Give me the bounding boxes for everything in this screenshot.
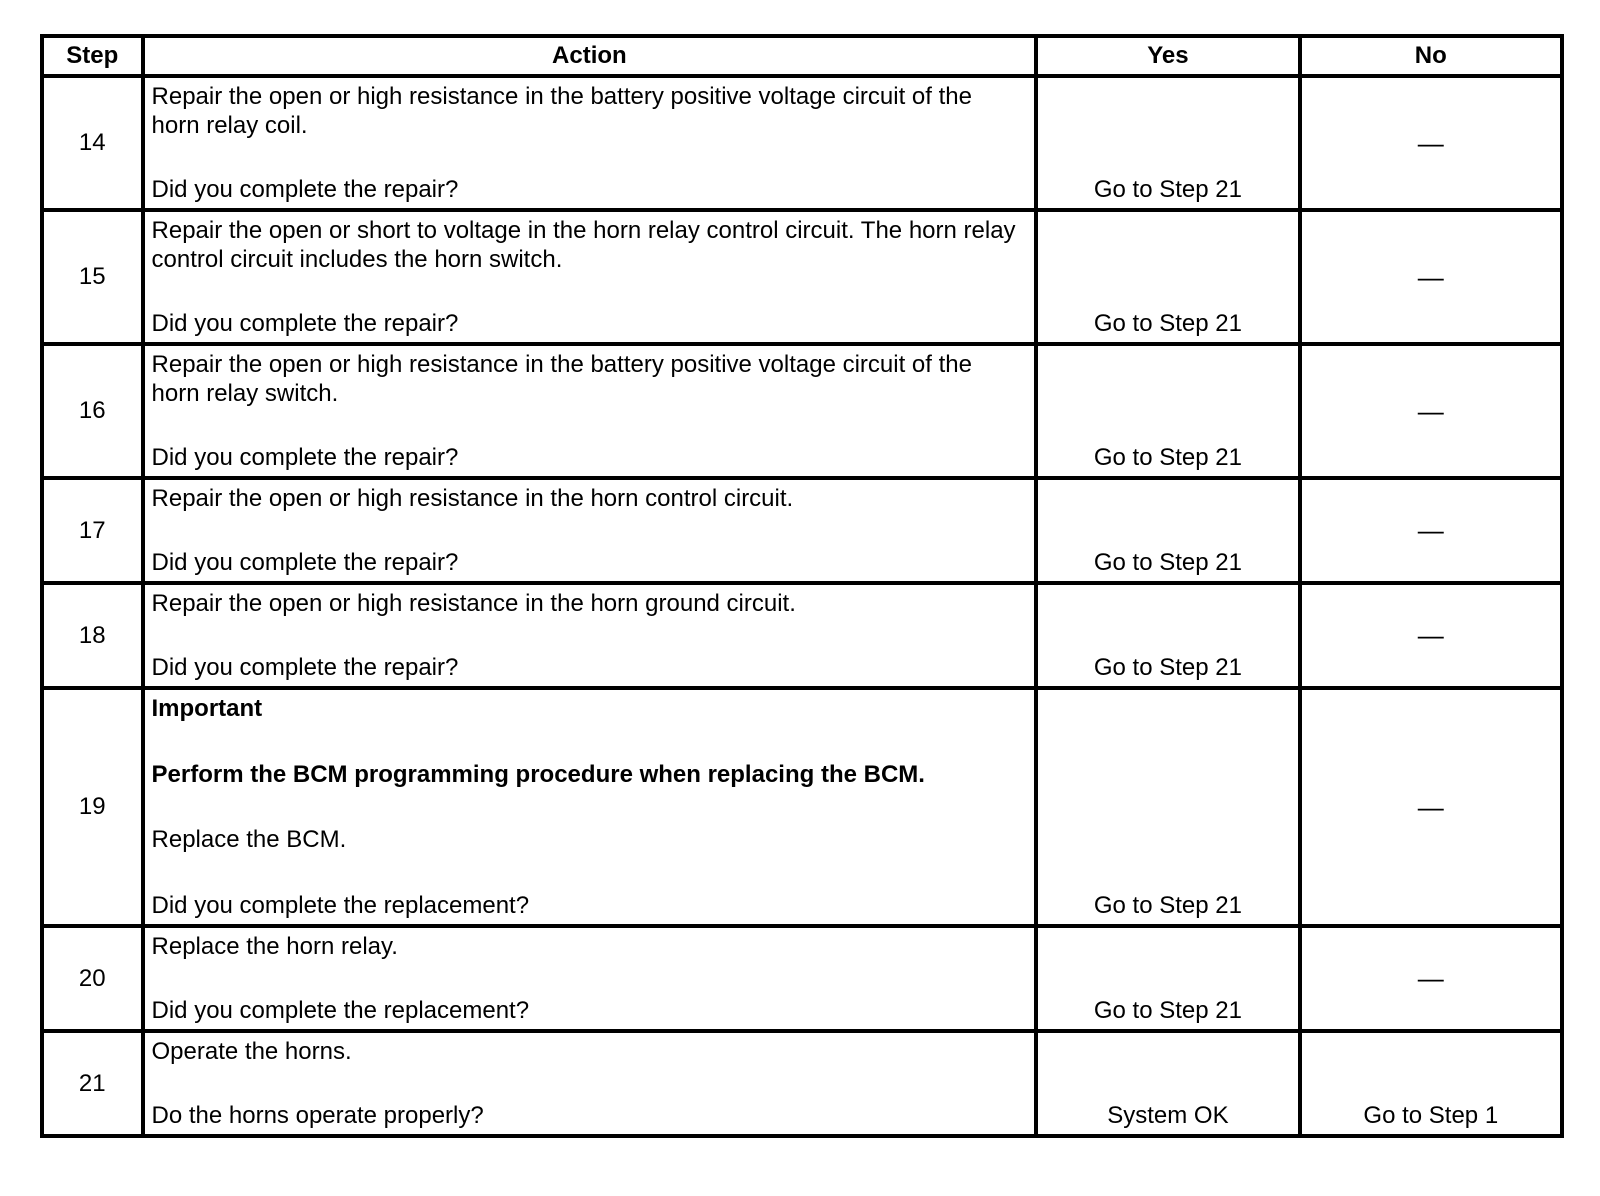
yes-cell <box>1036 76 1299 210</box>
table-row <box>42 926 1562 1031</box>
header-no: No <box>1300 36 1562 76</box>
table-row <box>42 583 1562 688</box>
action-cell <box>143 926 1037 1031</box>
yes-cell <box>1036 344 1299 478</box>
action-question: Did you complete the repair? <box>151 310 459 337</box>
action-cell <box>143 76 1037 210</box>
action-question: Did you complete the replacement? <box>151 891 530 919</box>
step-number: 19 <box>42 688 143 926</box>
important-text: Perform the BCM programming procedure when replacing the BCM. <box>151 760 925 788</box>
action-text: Operate the horns. <box>151 1038 352 1065</box>
table-row <box>42 478 1562 583</box>
no-result: Go to Step 1 <box>1363 1102 1499 1129</box>
action-cell <box>143 688 1037 926</box>
no-result: — <box>1300 210 1562 344</box>
header-yes: Yes <box>1036 36 1299 76</box>
action-cell <box>143 210 1037 344</box>
action-text: Repair the open or high resistance in the horn control circuit. <box>151 485 794 512</box>
step-number: 15 <box>42 210 143 344</box>
table-row <box>42 210 1562 344</box>
no-result: — <box>1300 583 1562 688</box>
yes-cell <box>1036 583 1299 688</box>
header-row <box>42 36 1562 76</box>
action-question: Did you complete the repair? <box>151 444 459 471</box>
important-label: Important <box>151 695 263 722</box>
action-text: Repair the open or high resistance in the horn ground circuit. <box>151 590 796 617</box>
yes-cell <box>1036 210 1299 344</box>
action-text: Repair the open or short to voltage in the horn relay control circuit. The horn relay control circuit includes the horn switch. <box>151 217 1016 273</box>
yes-result: Go to Step 21 <box>1093 654 1242 681</box>
yes-result: Go to Step 21 <box>1093 310 1242 337</box>
yes-result: Go to Step 21 <box>1093 997 1242 1024</box>
action-question: Did you complete the repair? <box>151 549 459 576</box>
yes-result: Go to Step 21 <box>1093 549 1242 576</box>
table-row <box>42 344 1562 478</box>
action-cell <box>143 344 1037 478</box>
action-cell <box>143 478 1037 583</box>
yes-cell <box>1036 478 1299 583</box>
yes-result: System OK <box>1107 1102 1229 1129</box>
step-number: 18 <box>42 583 143 688</box>
diagnostic-table <box>40 34 1564 1138</box>
action-question: Did you complete the repair? <box>151 176 459 203</box>
no-result: — <box>1300 76 1562 210</box>
step-number: 14 <box>42 76 143 210</box>
yes-cell <box>1036 688 1299 926</box>
action-cell <box>143 583 1037 688</box>
step-number: 20 <box>42 926 143 1031</box>
action-text: Replace the horn relay. <box>151 933 398 960</box>
yes-cell <box>1036 926 1299 1031</box>
yes-cell <box>1036 1031 1299 1136</box>
table-row <box>42 76 1562 210</box>
yes-result: Go to Step 21 <box>1093 176 1242 203</box>
header-step: Step <box>42 36 143 76</box>
no-result: — <box>1300 344 1562 478</box>
header-action: Action <box>143 36 1037 76</box>
action-question: Did you complete the replacement? <box>151 997 530 1024</box>
table-row <box>42 1031 1562 1136</box>
no-result: — <box>1300 478 1562 583</box>
step-number: 17 <box>42 478 143 583</box>
step-number: 21 <box>42 1031 143 1136</box>
no-result: — <box>1300 688 1562 926</box>
action-cell <box>143 1031 1037 1136</box>
action-question: Did you complete the repair? <box>151 654 459 681</box>
no-cell <box>1300 1031 1562 1136</box>
yes-result: Go to Step 21 <box>1093 444 1242 471</box>
action-question: Do the horns operate properly? <box>151 1102 484 1129</box>
table-row <box>42 688 1562 926</box>
yes-result: Go to Step 21 <box>1093 892 1242 919</box>
no-result: — <box>1300 926 1562 1031</box>
step-number: 16 <box>42 344 143 478</box>
action-text: Repair the open or high resistance in the battery positive voltage circuit of the horn relay switch. <box>151 351 972 407</box>
action-text: Replace the BCM. <box>151 826 347 854</box>
action-text: Repair the open or high resistance in the battery positive voltage circuit of the horn relay coil. <box>151 83 972 139</box>
